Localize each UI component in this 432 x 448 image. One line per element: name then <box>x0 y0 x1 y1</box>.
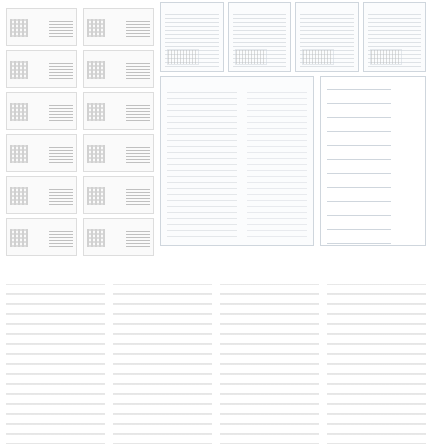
large-document-card[interactable] <box>160 76 314 246</box>
main-cards-area <box>160 2 426 252</box>
thumbnail-card[interactable] <box>6 218 77 256</box>
thumbnail-card[interactable] <box>83 92 154 130</box>
thumbnail-card[interactable] <box>83 176 154 214</box>
thumbnail-card[interactable] <box>6 176 77 214</box>
bottom-card-row <box>160 76 426 246</box>
thumbnail-card[interactable] <box>6 134 77 172</box>
list-row <box>327 183 419 191</box>
list-row <box>327 113 419 121</box>
thumbnail-preview <box>87 145 105 163</box>
thumbnail-preview <box>10 19 28 37</box>
row-line <box>327 173 391 174</box>
large-card-right-text <box>247 87 307 237</box>
thumbnail-card[interactable] <box>83 50 154 88</box>
row-line <box>327 145 391 146</box>
row-line <box>327 243 391 244</box>
column-text-lines <box>327 284 426 444</box>
list-row <box>327 155 419 163</box>
row-line <box>327 117 391 118</box>
thumbnail-preview <box>10 229 28 247</box>
thumbnail-preview-secondary <box>49 103 73 121</box>
thumbnail-card[interactable] <box>83 134 154 172</box>
large-card-left-text <box>167 87 237 237</box>
thumbnail-preview-secondary <box>126 229 150 247</box>
text-column-4 <box>327 284 426 444</box>
thumbnail-preview <box>10 61 28 79</box>
card-mini-preview <box>302 49 334 65</box>
list-row <box>327 239 419 247</box>
card-2[interactable] <box>228 2 292 72</box>
thumbnail-preview <box>87 19 105 37</box>
thumbnail-card[interactable] <box>6 50 77 88</box>
list-row <box>327 211 419 219</box>
thumbnail-preview-secondary <box>126 19 150 37</box>
top-card-row <box>160 2 426 72</box>
thumbnail-preview-secondary <box>49 19 73 37</box>
thumbnail-card[interactable] <box>83 8 154 46</box>
list-row <box>327 197 419 205</box>
text-column-3 <box>220 284 319 444</box>
card-mini-preview <box>235 49 267 65</box>
thumbnail-preview-secondary <box>126 187 150 205</box>
list-row <box>327 99 419 107</box>
thumbnail-preview <box>87 229 105 247</box>
thumbnail-preview-secondary <box>49 229 73 247</box>
thumbnail-card[interactable] <box>83 218 154 256</box>
thumbnail-preview <box>10 145 28 163</box>
list-row <box>327 225 419 233</box>
column-text-lines <box>220 284 319 444</box>
text-column-2 <box>113 284 212 444</box>
thumbnail-preview <box>10 187 28 205</box>
row-line <box>327 89 391 90</box>
row-line <box>327 103 391 104</box>
card-4[interactable] <box>363 2 427 72</box>
column-text-lines <box>6 284 105 444</box>
card-mini-preview <box>370 49 402 65</box>
row-line <box>327 131 391 132</box>
row-line <box>327 187 391 188</box>
text-column-1 <box>6 284 105 444</box>
thumbnail-preview-secondary <box>49 145 73 163</box>
list-row <box>327 169 419 177</box>
thumbnail-preview-secondary <box>126 145 150 163</box>
bottom-text-columns <box>6 284 426 444</box>
thumbnail-preview <box>87 61 105 79</box>
row-line <box>327 229 391 230</box>
thumbnail-preview-secondary <box>49 61 73 79</box>
right-data-list <box>320 76 426 246</box>
card-mini-preview <box>167 49 199 65</box>
thumbnail-preview <box>10 103 28 121</box>
list-row <box>327 85 419 93</box>
thumbnail-preview <box>87 187 105 205</box>
thumbnail-card[interactable] <box>6 92 77 130</box>
thumbnail-preview <box>87 103 105 121</box>
list-row <box>327 141 419 149</box>
row-line <box>327 215 391 216</box>
column-text-lines <box>113 284 212 444</box>
list-row <box>327 127 419 135</box>
row-line <box>327 201 391 202</box>
thumbnail-preview-secondary <box>126 103 150 121</box>
thumbnail-preview-secondary <box>126 61 150 79</box>
column-headers <box>6 262 426 276</box>
left-thumbnail-grid <box>6 8 154 244</box>
thumbnail-preview-secondary <box>49 187 73 205</box>
card-1[interactable] <box>160 2 224 72</box>
row-line <box>327 159 391 160</box>
thumbnail-card[interactable] <box>6 8 77 46</box>
card-3[interactable] <box>295 2 359 72</box>
